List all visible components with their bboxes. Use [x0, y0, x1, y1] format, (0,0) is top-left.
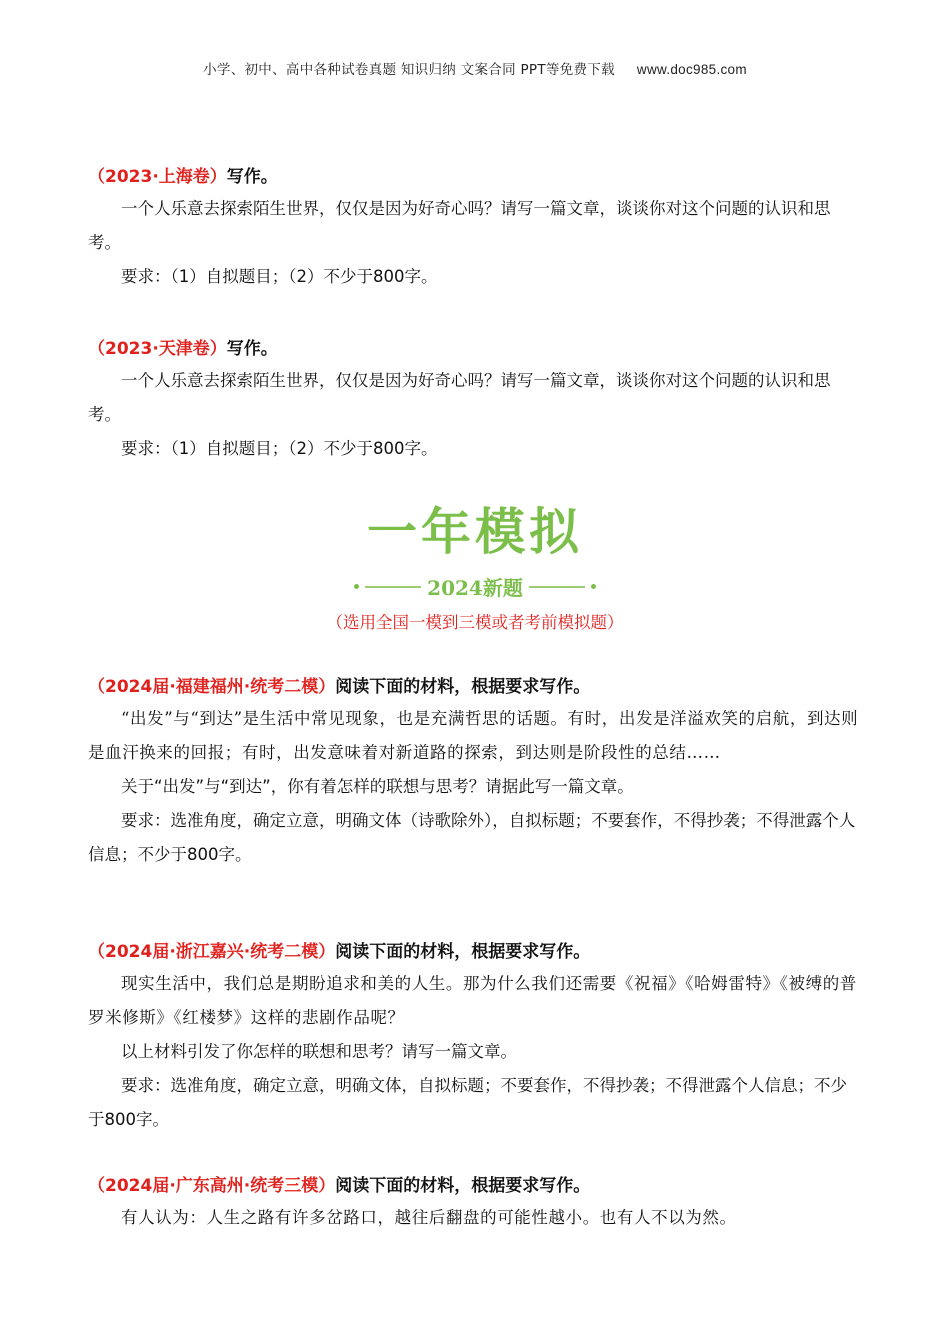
- question-heading: [88, 672, 862, 702]
- banner-dot-left: [354, 584, 359, 589]
- banner-subtitle-row: [0, 572, 950, 601]
- question-prompt: 以上材料引发了你怎样的联想和思考？请写一篇文章。: [121, 1042, 517, 1061]
- question-requirement: 要求：选准角度，确定立意，明确文体（诗歌除外），自拟标题；不要套作，不得抄袭；不得泄露个人信息；不少于800字。: [88, 811, 856, 864]
- question-title: 阅读下面的材料，根据要求写作。: [335, 1176, 591, 1196]
- question-requirement: 要求：选准角度，确定立意，明确文体，自拟标题；不要套作，不得抄袭；不得泄露个人信息；不少于800字。: [88, 1076, 847, 1129]
- question-material: 现实生活中，我们总是期盼追求和美的人生。那为什么我们还需要《祝福》《哈姆雷特》《被缚的普罗米修斯》《红楼梦》这样的悲剧作品呢？: [88, 974, 857, 1027]
- banner-rule-right: [529, 586, 585, 588]
- source-tag: （2024届·福建福州·统考二模）: [88, 677, 336, 697]
- question-title: 写作。: [226, 339, 278, 359]
- banner-title: 一年模拟: [367, 503, 583, 561]
- question-2024-gaozhou: [88, 1171, 862, 1235]
- header-site[interactable]: www.doc985.com: [636, 62, 747, 77]
- banner-dot-right: [591, 584, 596, 589]
- source-tag: （2023·天津卷）: [88, 339, 227, 359]
- question-material: “出发”与“到达”是生活中常见现象，也是充满哲思的话题。有时，出发是洋溢欢笑的启航，到达则是血汗换来的回报；有时，出发意味着对新道路的探索，到达则是阶段性的总结……: [88, 709, 859, 762]
- question-title: 阅读下面的材料，根据要求写作。: [335, 942, 591, 962]
- question-title: 写作。: [226, 167, 278, 187]
- page-header: [0, 58, 950, 78]
- question-2024-fuzhou: [88, 672, 862, 872]
- question-title: 阅读下面的材料，根据要求写作。: [335, 677, 591, 697]
- question-2023-shanghai: [88, 162, 862, 294]
- source-tag: （2023·上海卷）: [88, 167, 227, 187]
- question-material: 有人认为：人生之路有许多岔路口，越往后翻盘的可能性越小。也有人不以为然。: [121, 1208, 737, 1227]
- question-body: 一个人乐意去探索陌生世界，仅仅是因为好奇心吗？请写一篇文章，谈谈你对这个问题的认识和思考。: [88, 371, 831, 424]
- question-requirement: 要求：（1）自拟题目；（2）不少于800字。: [121, 267, 438, 286]
- question-2024-jiaxing: [88, 937, 862, 1137]
- question-2023-tianjin: [88, 334, 862, 466]
- banner-rule-left: [365, 586, 421, 588]
- banner-subtitle: 2024新题: [427, 576, 523, 600]
- source-tag: （2024届·浙江嘉兴·统考二模）: [88, 942, 336, 962]
- question-heading: [88, 334, 862, 364]
- question-requirement: 要求：（1）自拟题目；（2）不少于800字。: [121, 439, 438, 458]
- question-prompt: 关于“出发”与“到达”，你有着怎样的联想与思考？请据此写一篇文章。: [121, 777, 634, 796]
- source-tag: （2024届·广东高州·统考三模）: [88, 1176, 336, 1196]
- question-heading: [88, 1171, 862, 1201]
- section-banner: [0, 500, 950, 633]
- question-heading: [88, 162, 862, 192]
- header-text: 小学、初中、高中各种试卷真题 知识归纳 文案合同 PPT等免费下载: [203, 62, 615, 78]
- banner-note: （选用全国一模到三模或者考前模拟题）: [326, 613, 624, 632]
- question-heading: [88, 937, 862, 967]
- question-body: 一个人乐意去探索陌生世界，仅仅是因为好奇心吗？请写一篇文章，谈谈你对这个问题的认识和思考。: [88, 199, 831, 252]
